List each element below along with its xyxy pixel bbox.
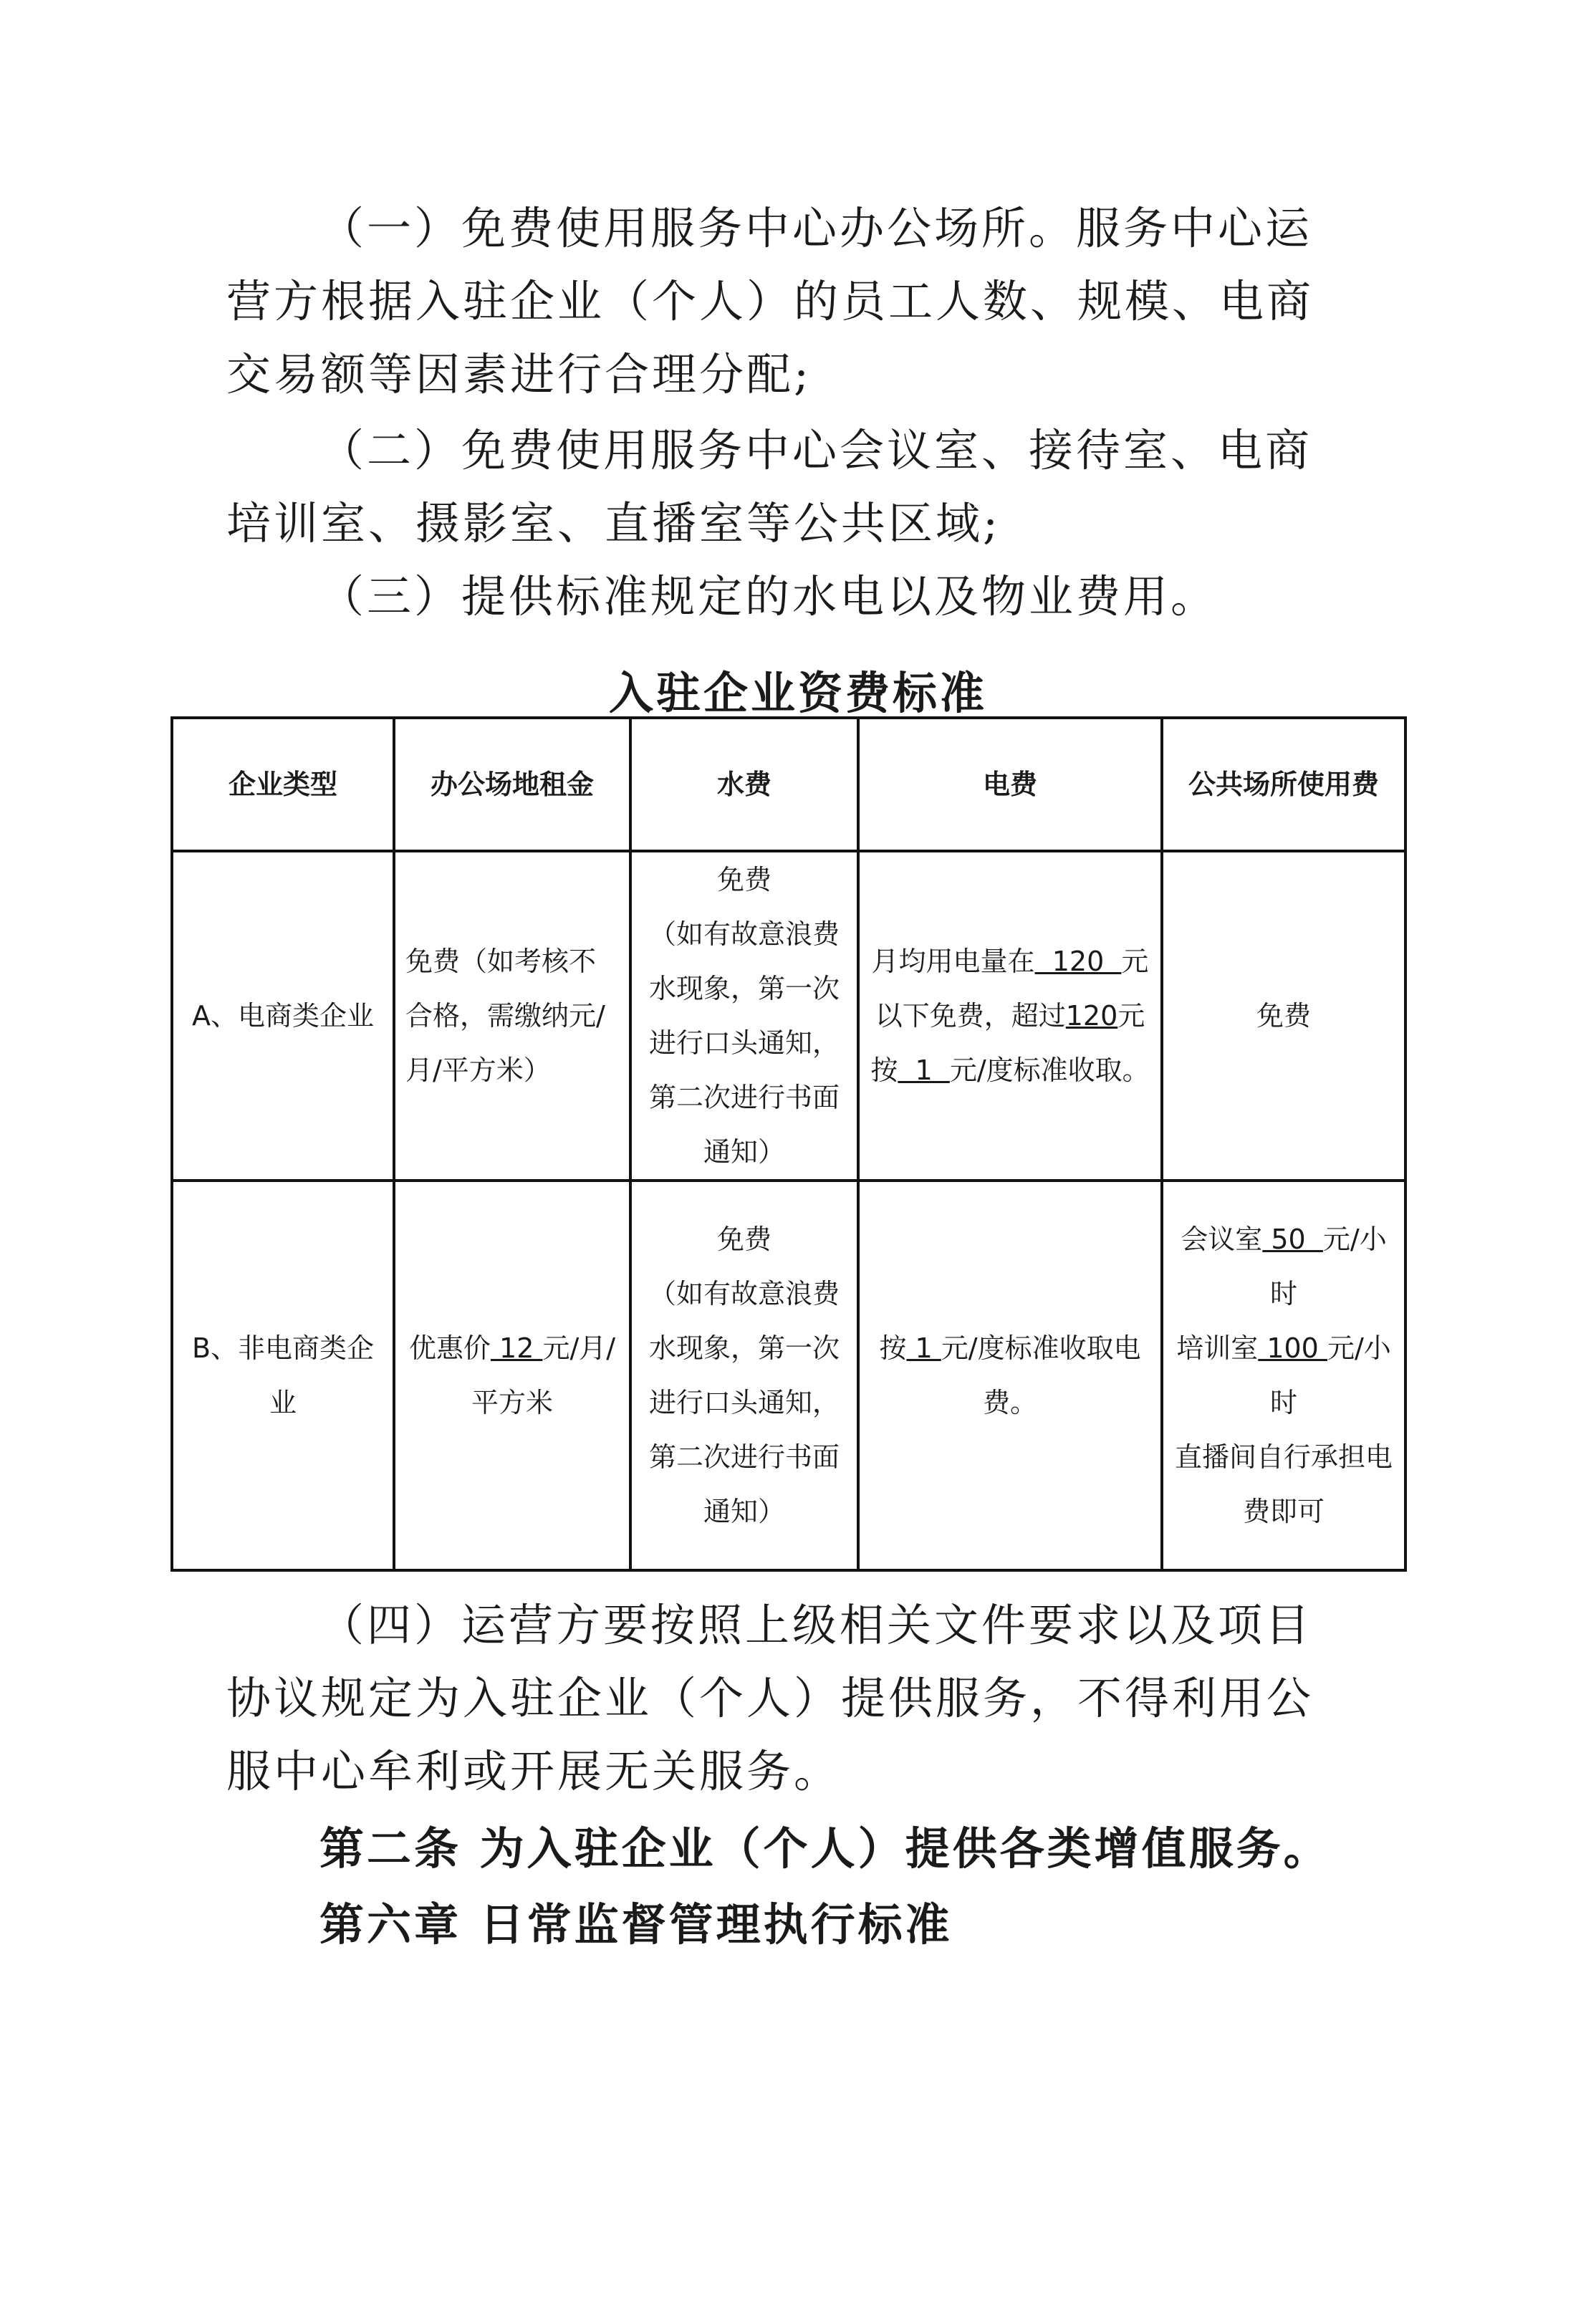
cell-rent: 免费（如考核不合格，需缴纳元/月/平方米）	[394, 851, 630, 1181]
meeting-room-label: 会议室	[1181, 1224, 1263, 1255]
cell-electricity	[858, 851, 1162, 1181]
elec-text-4: 元/度标准收取。	[949, 1054, 1150, 1086]
water-note: （如有故意浪费水现象，第一次进行口头通知，第二次进行书面通知）	[648, 918, 840, 1168]
header-water: 水费	[630, 718, 858, 851]
table-header-row	[172, 718, 1405, 851]
water-free: 免费	[716, 864, 771, 895]
elec-value-2: 120	[1065, 1000, 1118, 1032]
live-room-fee: 直播间自行承担电费即可	[1174, 1441, 1393, 1527]
meeting-room-value: 50	[1262, 1224, 1323, 1255]
training-room-unit: 元/小时	[1269, 1332, 1391, 1418]
header-public-fee: 公共场所使用费	[1162, 718, 1405, 851]
article-2: 第二条 为入驻企业（个人）提供各类增值服务。	[319, 1822, 1331, 1875]
cell-type: A、电商类企业	[172, 851, 394, 1181]
elec-text-1: 月均用电量在	[871, 946, 1035, 977]
paragraph-1: （一）免费使用服务中心办公场所。服务中心运营方根据入驻企业（个人）的员工人数、规模、电商交易额等因素进行合理分配;	[226, 202, 1314, 400]
cell-type: B、非电商类企业	[172, 1181, 394, 1570]
rent-text-2: 元/月/平方米	[471, 1332, 616, 1418]
table-title: 入驻企业资费标准	[608, 667, 987, 719]
fee-table	[170, 716, 1407, 1572]
elec-text-2: 元以下免费，超过	[875, 946, 1149, 1032]
elec-value: 1	[906, 1332, 941, 1364]
water-note: （如有故意浪费水现象，第一次进行口头通知，第二次进行书面通知）	[648, 1278, 840, 1527]
elec-text-3: 元按	[870, 1000, 1145, 1086]
elec-value-3: 1	[898, 1054, 950, 1086]
paragraph-2: （二）免费使用服务中心会议室、接待室、电商培训室、摄影室、直播室等公共区域;	[226, 424, 1313, 549]
chapter-6-heading: 第六章 日常监督管理执行标准	[319, 1898, 953, 1951]
paragraph-3: （三）提供标准规定的水电以及物业费用。	[319, 570, 1218, 623]
header-type: 企业类型	[172, 718, 394, 851]
rent-text-1: 优惠价	[408, 1332, 491, 1364]
cell-water	[630, 1181, 858, 1570]
table-row	[172, 1181, 1405, 1570]
meeting-room-unit: 元/小时	[1269, 1224, 1387, 1310]
paragraph-4: （四）运营方要按照上级相关文件要求以及项目协议规定为入驻企业（个人）提供服务，不得利用公服中心牟利或开展无关服务。	[226, 1599, 1314, 1797]
elec-text-2: 元/度标准收取电费。	[941, 1332, 1141, 1418]
cell-public-fee	[1162, 1181, 1405, 1570]
header-rent: 办公场地租金	[394, 718, 630, 851]
elec-text-1: 按	[879, 1332, 907, 1364]
training-room-label: 培训室	[1176, 1332, 1259, 1364]
cell-rent	[394, 1181, 630, 1570]
rent-value: 12	[490, 1332, 543, 1364]
water-free: 免费	[716, 1224, 771, 1255]
header-electricity: 电费	[858, 718, 1162, 851]
cell-public-fee: 免费	[1162, 851, 1405, 1181]
training-room-value: 100	[1258, 1332, 1327, 1364]
training-room-fee	[1173, 1321, 1394, 1430]
cell-electricity	[858, 1181, 1162, 1570]
table-row	[172, 851, 1405, 1181]
elec-value-1: 120	[1034, 946, 1122, 977]
cell-water	[630, 851, 858, 1181]
meeting-room-fee	[1173, 1212, 1394, 1321]
